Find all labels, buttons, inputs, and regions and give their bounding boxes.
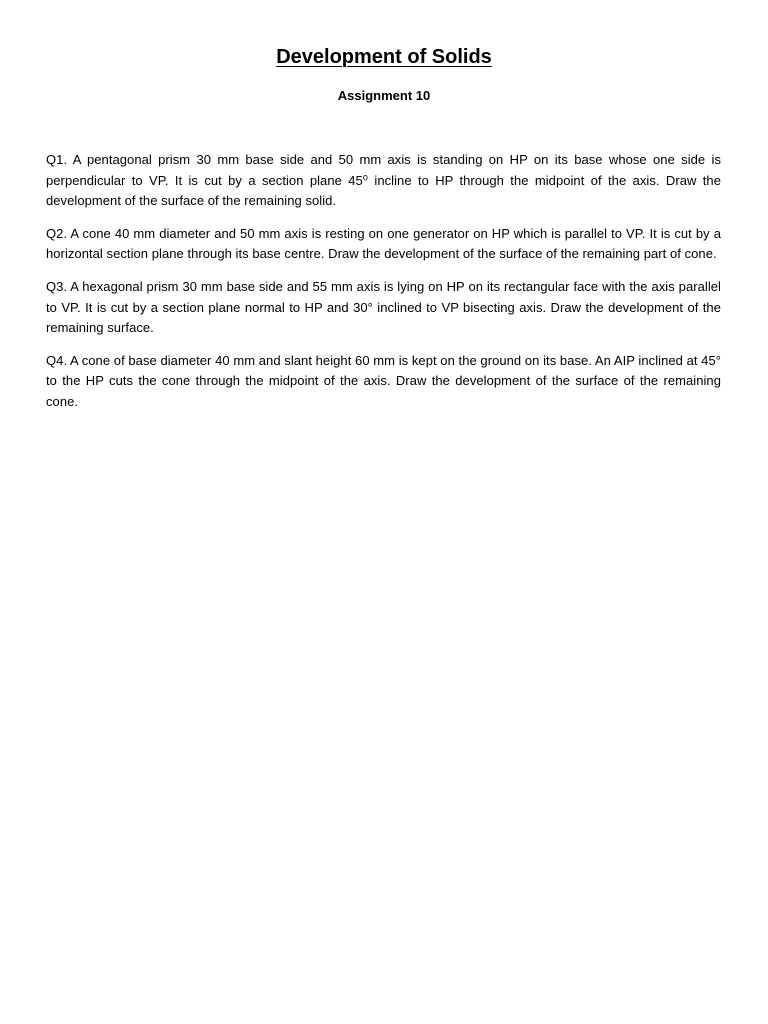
question-4: Q4. A cone of base diameter 40 mm and slant height 60 mm is kept on the ground on its base. An AIP inclined at 45° to the HP cuts the cone through the midpoint of the axis. Draw the development of the surface of the remaining cone. <box>46 352 721 409</box>
question-list <box>46 150 721 425</box>
question-2: Q2. A cone 40 mm diameter and 50 mm axis is resting on one generator on HP which is parallel to VP. It is cut by a horizontal section plane through its base centre. Draw the development of the surface of the remaining part of cone. <box>46 225 721 262</box>
question-1: Q1. A pentagonal prism 30 mm base side and 50 mm axis is standing on HP on its base whose one side is perpendicular to VP. It is cut by a section plane 45⁰ incline to HP through the midpoint of the axis. Draw the development of the surface of the remaining solid. <box>46 152 721 209</box>
assignment-subtitle: Assignment 10 <box>337 88 431 103</box>
page-title: Development of Solids <box>276 46 492 68</box>
question-3: Q3. A hexagonal prism 30 mm base side and 55 mm axis is lying on HP on its rectangular face with the axis parallel to VP. It is cut by a section plane normal to HP and 30° inclined to VP bisecting axis. Draw the development of the remaining surface. <box>46 278 721 336</box>
